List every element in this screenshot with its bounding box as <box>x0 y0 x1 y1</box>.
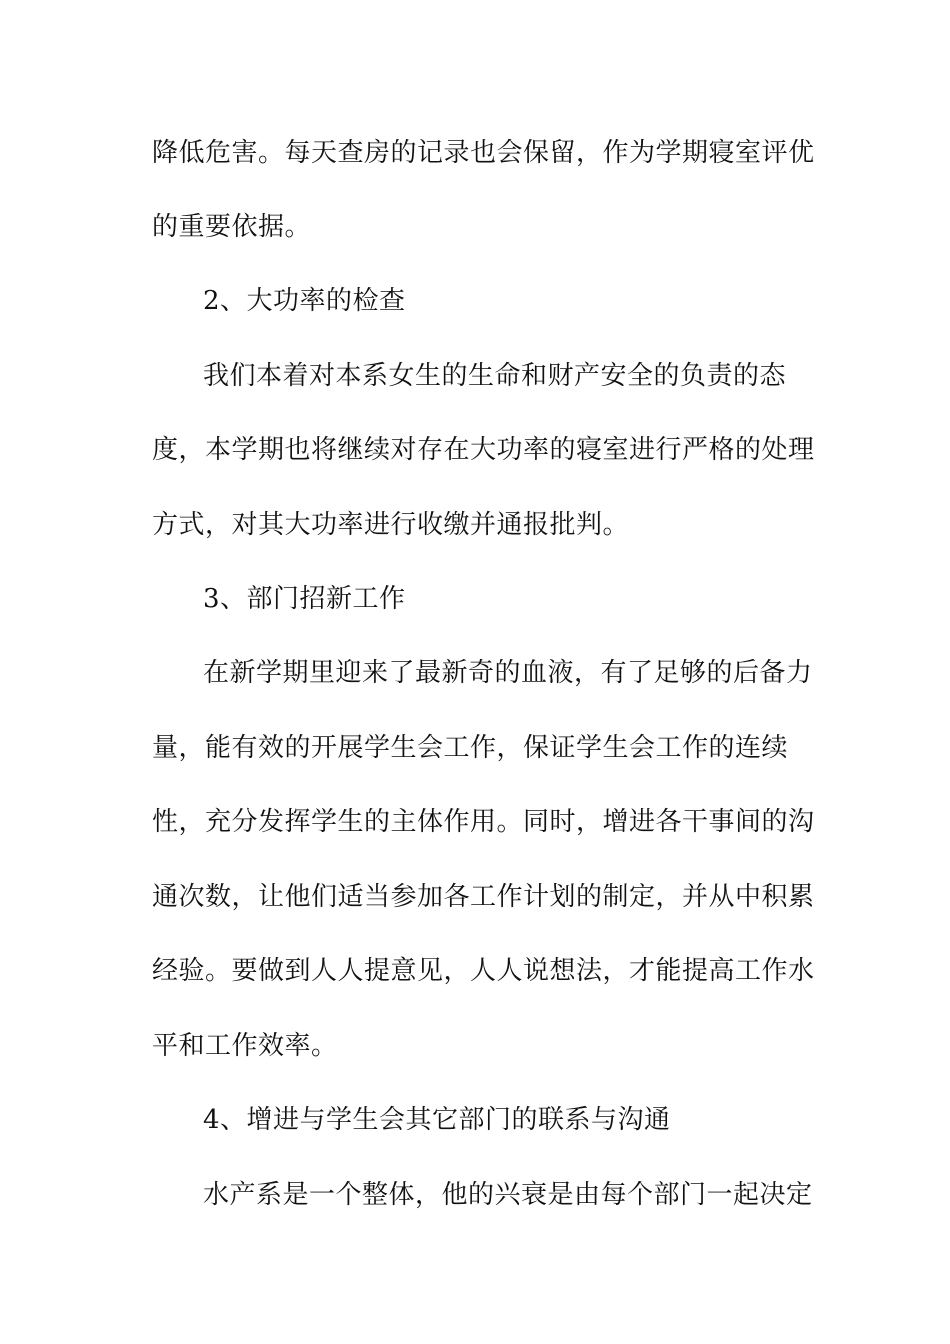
paragraph-line: 水产系是一个整体，他的兴衰是由每个部门一起决定 <box>203 1180 813 1210</box>
paragraph-line: 的重要依据。 <box>152 212 312 242</box>
paragraph-line: 降低危害。每天查房的记录也会保留，作为学期寝室评优 <box>152 138 815 168</box>
paragraph-line: 性，充分发挥学生的主体作用。同时，增进各干事间的沟 <box>152 807 815 837</box>
paragraph-line: 量，能有效的开展学生会工作，保证学生会工作的连续 <box>152 733 789 763</box>
section-heading: 4、增进与学生会其它部门的联系与沟通 <box>203 1105 671 1135</box>
paragraph-line: 平和工作效率。 <box>152 1031 338 1061</box>
section-heading: 2、大功率的检查 <box>203 286 406 316</box>
paragraph-line: 通次数，让他们适当参加各工作计划的制定，并从中积累 <box>152 882 815 912</box>
paragraph-line: 经验。要做到人人提意见，人人说想法，才能提高工作水 <box>152 956 815 986</box>
paragraph-line: 度，本学期也将继续对存在大功率的寝室进行严格的处理 <box>152 435 815 465</box>
paragraph-line: 方式，对其大功率进行收缴并通报批判。 <box>152 510 630 540</box>
section-heading: 3、部门招新工作 <box>203 584 406 614</box>
paragraph-line: 在新学期里迎来了最新奇的血液，有了足够的后备力 <box>203 658 813 688</box>
paragraph-line: 我们本着对本系女生的生命和财产安全的负责的态 <box>203 361 787 391</box>
